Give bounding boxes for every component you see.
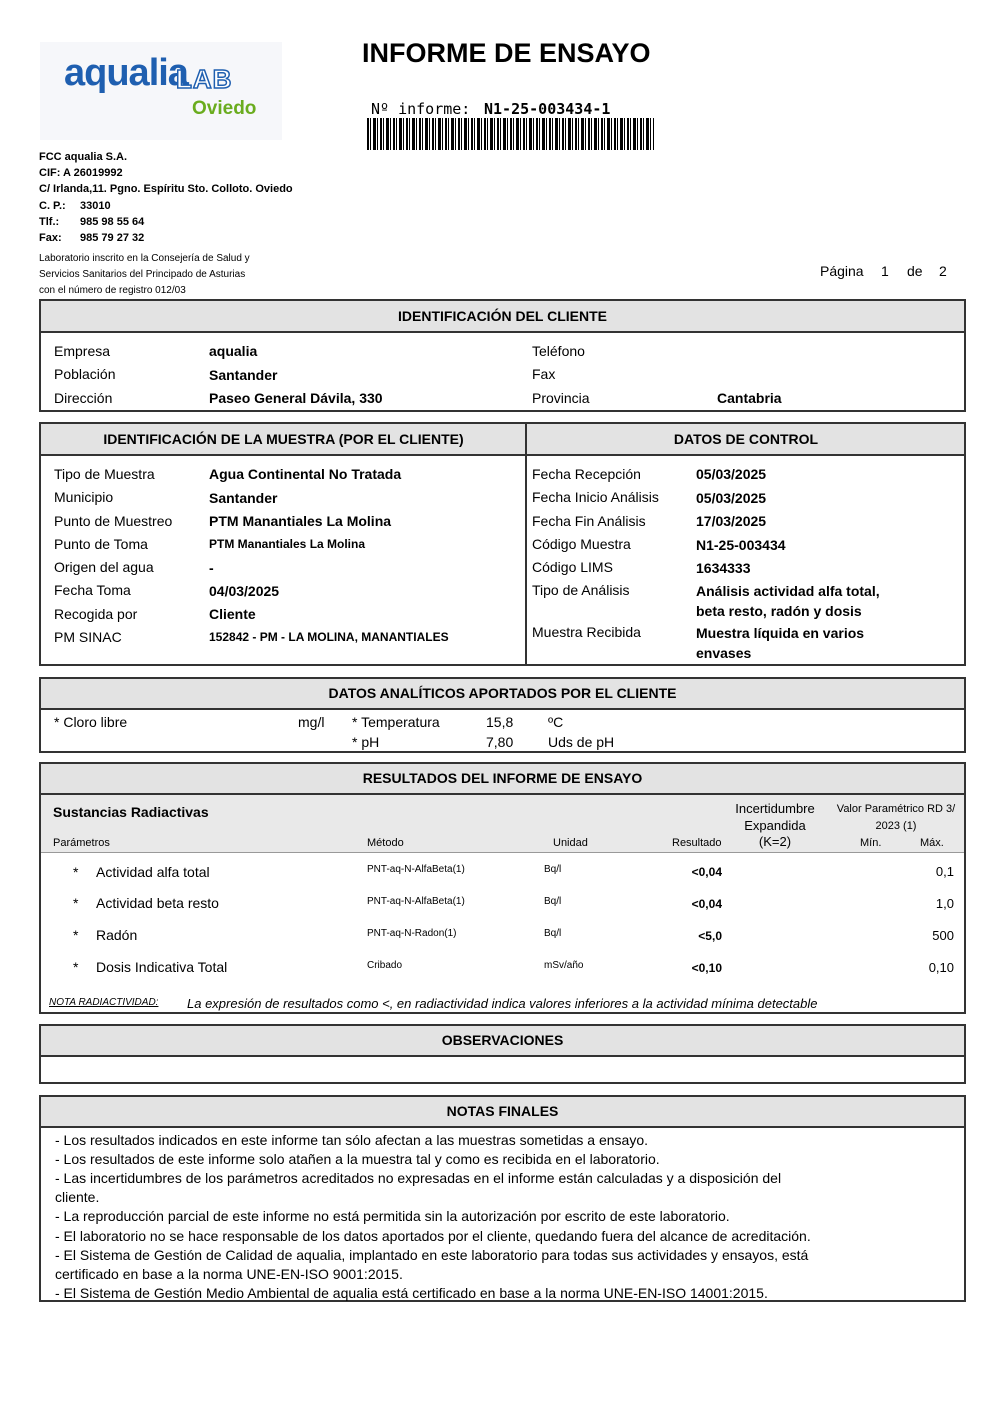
sample-label-4: Origen del agua — [54, 559, 154, 575]
control-value-5a: Análisis actividad alfa total, — [696, 583, 880, 599]
empresa-label: Empresa — [54, 343, 111, 359]
result-value: <5,0 — [698, 929, 722, 943]
sample-value-2: PTM Manantiales La Molina — [209, 513, 392, 529]
company-address: C/ Irlanda,11. Pgno. Espíritu Sto. Colloto. Oviedo — [39, 183, 293, 195]
page-total: 2 — [939, 263, 947, 279]
param-value-1: Valor Paramétrico RD 3/ — [836, 803, 956, 815]
result-star: * — [73, 864, 79, 880]
col-max: Máx. — [920, 837, 944, 849]
direccion-label: Dirección — [54, 390, 113, 406]
note-line: cliente. — [55, 1189, 100, 1205]
result-method: PNT-aq-N-AlfaBeta(1) — [367, 896, 465, 907]
control-value-3: N1-25-003434 — [696, 537, 786, 553]
client-data-header: DATOS ANALÍTICOS APORTADOS POR EL CLIENTE — [41, 679, 964, 710]
company-tlf: 985 98 55 64 — [80, 216, 145, 228]
ph-value: 7,80 — [486, 734, 514, 750]
uncertainty-3: (K=2) — [758, 834, 792, 849]
sample-label-3: Punto de Toma — [54, 536, 148, 552]
note-line: - Las incertidumbres de los parámetros acreditados no expresadas en el informe están calculadas y a disposición del — [55, 1170, 782, 1186]
page-current: 1 — [881, 263, 889, 279]
result-max: 1,0 — [935, 896, 954, 911]
control-value-6a: Muestra líquida en varios — [696, 625, 865, 641]
client-header: IDENTIFICACIÓN DEL CLIENTE — [41, 301, 964, 333]
page-label: Página — [820, 263, 864, 279]
section-title: Sustancias Radiactivas — [53, 804, 209, 820]
barcode — [367, 118, 654, 150]
registry-line-2: Servicios Sanitarios del Principado de Asturias — [39, 269, 246, 280]
page-title: INFORME DE ENSAYO — [362, 38, 651, 68]
uncertainty-2: Expandida — [744, 818, 806, 833]
result-star: * — [73, 959, 79, 975]
temp-value: 15,8 — [486, 714, 514, 730]
control-value-4: 1634333 — [696, 560, 751, 576]
observations-header: OBSERVACIONES — [41, 1026, 964, 1057]
sample-value-3: PTM Manantiales La Molina — [209, 537, 366, 551]
sample-label-6: Recogida por — [54, 606, 138, 622]
control-header: DATOS DE CONTROL — [673, 431, 819, 447]
ph-label: * pH — [352, 734, 380, 750]
result-max: 0,10 — [928, 960, 954, 975]
result-value: <0,04 — [691, 865, 722, 879]
col-unit: Unidad — [553, 837, 588, 849]
direccion-value: Paseo General Dávila, 330 — [209, 390, 383, 406]
col-min: Mín. — [860, 837, 882, 849]
sample-label-2: Punto de Muestreo — [54, 513, 173, 529]
report-number: N1-25-003434-1 — [484, 100, 611, 118]
control-value-1: 05/03/2025 — [696, 490, 767, 506]
sample-value-7: 152842 - PM - LA MOLINA, MANANTIALES — [209, 630, 449, 644]
report-number-label: Nº informe: — [371, 100, 471, 118]
result-method: Cribado — [367, 960, 403, 971]
sample-label-0: Tipo de Muestra — [54, 466, 155, 482]
provincia-label: Provincia — [532, 390, 590, 406]
logo-city: Oviedo — [192, 98, 257, 119]
results-section — [39, 762, 966, 1014]
control-label-2: Fecha Fin Análisis — [532, 513, 646, 529]
logo-brand: aqualia — [64, 52, 188, 94]
empresa-value: aqualia — [209, 343, 258, 359]
col-param: Parámetros — [53, 837, 110, 849]
result-unit: Bq/l — [544, 896, 562, 907]
provincia-value: Cantabria — [717, 390, 782, 406]
company-cif: CIF: A 26019992 — [39, 167, 123, 179]
note-line: - El Sistema de Gestión de Calidad de aqualia, implantado en este laboratorio para todas sus actividades y ensayos, está — [55, 1247, 809, 1263]
company-cp: 33010 — [80, 200, 111, 212]
col-result: Resultado — [672, 837, 722, 849]
note-line: - El laboratorio no se hace responsable de los datos aportados por el cliente, quedando fuera del alcance de acreditación. — [55, 1228, 811, 1244]
result-value: <0,10 — [691, 961, 722, 975]
result-method: PNT-aq-N-Radon(1) — [367, 928, 457, 939]
note-line: - La reproducción parcial de este informe no está permitida sin la autorización por escrito de este laboratorio. — [55, 1208, 730, 1224]
result-value: <0,04 — [691, 897, 722, 911]
ph-unit: Uds de pH — [548, 734, 615, 750]
result-name: Radón — [96, 927, 138, 943]
result-method: PNT-aq-N-AlfaBeta(1) — [367, 864, 465, 875]
control-value-2: 17/03/2025 — [696, 513, 767, 529]
result-name: Dosis Indicativa Total — [96, 959, 228, 975]
note-line: - El Sistema de Gestión Medio Ambiental de aqualia está certificado en base a la norma UNE-EN-ISO 14001:2015. — [55, 1285, 768, 1301]
sample-section — [39, 422, 966, 666]
note-label: NOTA RADIACTIVIDAD: — [49, 997, 159, 1008]
control-label-4: Código LIMS — [532, 559, 613, 575]
param-value-2: 2023 (1) — [875, 820, 917, 832]
temp-unit: ºC — [548, 714, 564, 730]
telefono-label: Teléfono — [532, 343, 585, 359]
sample-header-bar — [41, 424, 964, 456]
control-label-6: Muestra Recibida — [532, 624, 641, 640]
sample-value-0: Agua Continental No Tratada — [209, 466, 402, 482]
result-star: * — [73, 895, 79, 911]
control-label-0: Fecha Recepción — [532, 466, 641, 482]
result-name: Actividad alfa total — [96, 864, 210, 880]
poblacion-value: Santander — [209, 367, 278, 383]
poblacion-label: Población — [54, 366, 116, 382]
company-tlf-label: Tlf.: — [39, 216, 60, 228]
control-label-3: Código Muestra — [532, 536, 631, 552]
sample-label-5: Fecha Toma — [54, 582, 131, 598]
result-unit: Bq/l — [544, 864, 562, 875]
sample-header: IDENTIFICACIÓN DE LA MUESTRA (POR EL CLIENTE) — [103, 431, 464, 447]
control-value-5b: beta resto, radón y dosis — [696, 603, 862, 619]
registry-line-1: Laboratorio inscrito en la Consejería de Salud y — [39, 253, 250, 264]
note-line: certificado en base a la norma UNE-EN-ISO 9001:2015. — [55, 1266, 403, 1282]
control-label-1: Fecha Inicio Análisis — [532, 489, 659, 505]
client-section — [39, 299, 966, 412]
final-notes-header: NOTAS FINALES — [41, 1097, 964, 1128]
cloro-unit: mg/l — [298, 714, 325, 730]
control-label-5: Tipo de Análisis — [532, 582, 630, 598]
observations-section — [39, 1024, 966, 1084]
results-header: RESULTADOS DEL INFORME DE ENSAYO — [41, 764, 964, 795]
page-of: de — [907, 263, 923, 279]
temp-label: * Temperatura — [352, 714, 440, 730]
logo-lab: LAB — [176, 64, 233, 94]
company-cp-label: C. P.: — [39, 200, 66, 212]
note-line: - Los resultados de este informe solo atañen a la muestra tal y como es recibida en el laboratorio. — [55, 1151, 660, 1167]
note-text: La expresión de resultados como <, en radiactividad indica valores inferiores a la actividad mínima detectable — [187, 996, 818, 1011]
uncertainty-1: Incertidumbre — [735, 801, 815, 816]
fax-label: Fax — [532, 366, 556, 382]
sample-value-6: Cliente — [209, 606, 256, 622]
sample-value-5: 04/03/2025 — [209, 583, 280, 599]
sample-value-4: - — [209, 560, 214, 576]
result-star: * — [73, 927, 79, 943]
sample-label-1: Municipio — [54, 489, 114, 505]
company-fax: 985 79 27 32 — [80, 232, 145, 244]
result-max: 500 — [932, 928, 954, 943]
control-value-6b: envases — [696, 645, 752, 661]
registry-line-3: con el número de registro 012/03 — [39, 285, 186, 296]
cloro-label: * Cloro libre — [54, 714, 128, 730]
sample-value-1: Santander — [209, 490, 278, 506]
sample-label-7: PM SINAC — [54, 629, 122, 645]
col-method: Método — [367, 837, 404, 849]
company-name: FCC aqualia S.A. — [39, 151, 128, 163]
logo — [40, 42, 282, 140]
result-unit: mSv/año — [544, 960, 584, 971]
result-name: Actividad beta resto — [96, 895, 219, 911]
client-data-section — [39, 677, 966, 753]
control-value-0: 05/03/2025 — [696, 466, 767, 482]
company-fax-label: Fax: — [39, 232, 62, 244]
result-max: 0,1 — [935, 864, 954, 879]
sample-divider — [525, 424, 527, 664]
note-line: - Los resultados indicados en este informe tan sólo afectan a las muestras sometidas a ensayo. — [55, 1132, 648, 1148]
result-unit: Bq/l — [544, 928, 562, 939]
final-notes-section — [39, 1095, 966, 1302]
